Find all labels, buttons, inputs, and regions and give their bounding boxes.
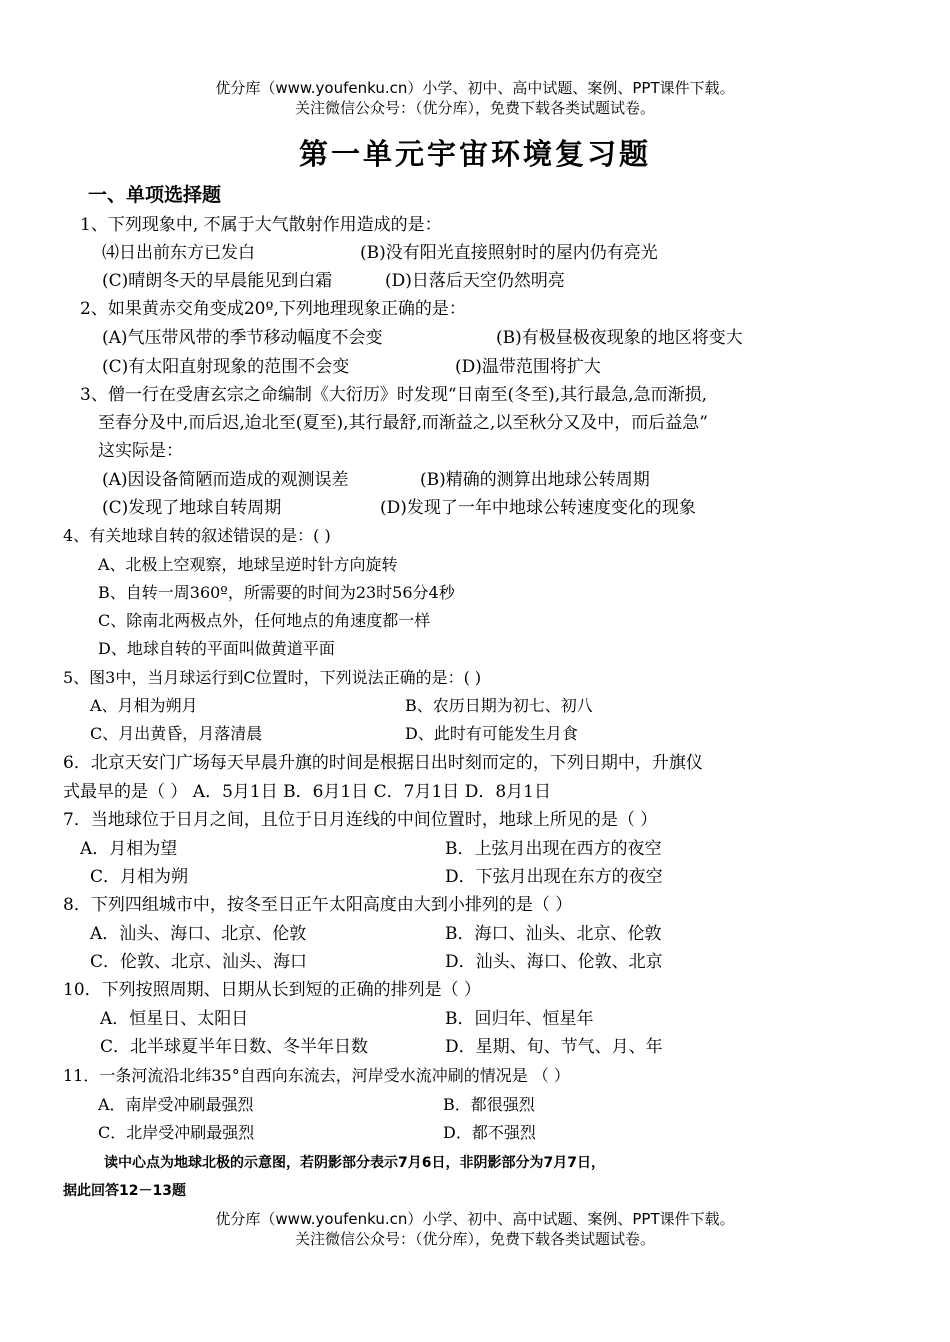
q10-option-b: B．回归年、恒星年 (445, 1009, 594, 1029)
note-line-2: 据此回答12－13题 (63, 1183, 186, 1199)
q8-stem: 8．下列四组城市中，按冬至日正午太阳高度由大到小排列的是（ ） (63, 895, 573, 915)
q7-option-a: A．月相为望 (80, 839, 178, 859)
q5-option-c: C、月出黄昏，月落清晨 (90, 724, 263, 743)
q7-stem: 7．当地球位于日月之间，且位于日月连线的中间位置时，地球上所见的是（ ） (63, 810, 658, 830)
q6-stem-line-2: 式最早的是（ ） A．5月1日 B．6月1日 C．7月1日 D．8月1日 (63, 782, 551, 802)
q3-stem-line-1: 3、僧一行在受唐玄宗之命编制《大衍历》时发现“日南至(冬至),其行最急,急而渐损, (80, 385, 707, 405)
q8-option-b: B．海口、汕头、北京、伦敦 (445, 924, 662, 944)
q5-option-a: A、月相为朔月 (90, 696, 198, 715)
q7-option-c: C．月相为朔 (90, 867, 189, 887)
q2-option-a: (A)气压带风带的季节移动幅度不会变 (102, 328, 383, 348)
page-title: 第一单元宇宙环境复习题 (298, 137, 651, 171)
q11-stem: 11．一条河流沿北纬35°自西向东流去，河岸受水流冲刷的情况是 （ ） (63, 1066, 570, 1085)
q8-option-d: D．汕头、海口、伦敦、北京 (445, 952, 663, 972)
q3-option-b: (B)精确的测算出地球公转周期 (420, 470, 650, 490)
q10-option-a: A．恒星日、太阳日 (100, 1009, 249, 1029)
q4-stem: 4、有关地球自转的叙述错误的是：( ) (63, 526, 331, 545)
header-line-2: 关注微信公众号：（优分库），免费下载各类试题试卷。 (294, 99, 655, 117)
q1-option-a: ⑷日出前东方已发白 (102, 243, 255, 263)
footer-line-2: 关注微信公众号：（优分库），免费下载各类试题试卷。 (294, 1230, 655, 1248)
q2-option-d: (D)温带范围将扩大 (455, 357, 601, 377)
q2-stem: 2、如果黄赤交角变成20º,下列地理现象正确的是： (80, 299, 466, 319)
q7-option-b: B．上弦月出现在西方的夜空 (445, 839, 662, 859)
q4-option-d: D、地球自转的平面叫做黄道平面 (98, 639, 335, 658)
q3-option-d: (D)发现了一年中地球公转速度变化的现象 (380, 498, 696, 518)
q4-option-a: A、北极上空观察，地球呈逆时针方向旋转 (98, 555, 398, 574)
q1-stem: 1、下列现象中, 不属于大气散射作用造成的是： (80, 215, 442, 235)
q1-option-b: (B)没有阳光直接照射时的屋内仍有亮光 (360, 243, 658, 263)
q11-option-c: C．北岸受冲刷最强烈 (98, 1123, 255, 1142)
section-heading: 一、单项选择题 (88, 184, 222, 206)
header-line-1: 优分库（www.youfenku.cn）小学、初中、高中试题、案例、PPT课件下载。 (215, 79, 735, 97)
q4-option-b: B、自转一周360º，所需要的时间为23时56分4秒 (98, 583, 455, 602)
q4-option-c: C、除南北两极点外，任何地点的角速度都一样 (98, 611, 431, 630)
q1-option-d: (D)日落后天空仍然明亮 (385, 271, 565, 291)
q8-option-a: A．汕头、海口、北京、伦敦 (90, 924, 307, 944)
q2-option-c: (C)有太阳直射现象的范围不会变 (102, 357, 350, 377)
q10-option-c: C．北半球夏半年日数、冬半年日数 (100, 1037, 369, 1057)
footer-line-1: 优分库（www.youfenku.cn）小学、初中、高中试题、案例、PPT课件下载。 (215, 1210, 735, 1228)
q11-option-b: B．都很强烈 (443, 1095, 535, 1114)
q1-option-c: (C)晴朗冬天的早晨能见到白霜 (102, 271, 333, 291)
note-line-1: 读中心点为地球北极的示意图，若阴影部分表示7月6日，非阴影部分为7月7日， (104, 1155, 605, 1171)
q11-option-a: A．南岸受冲刷最强烈 (98, 1095, 254, 1114)
q7-option-d: D．下弦月出现在东方的夜空 (445, 867, 663, 887)
q3-option-c: (C)发现了地球自转周期 (102, 498, 282, 518)
q5-option-b: B、农历日期为初七、初八 (405, 696, 593, 715)
q3-option-a: (A)因设备简陋而造成的观测误差 (102, 470, 349, 490)
q5-option-d: D、此时有可能发生月食 (405, 724, 578, 743)
q5-stem: 5、图3中，当月球运行到C位置时，下列说法正确的是：( ) (63, 668, 482, 687)
q11-option-d: D．都不强烈 (443, 1123, 536, 1142)
q3-stem-line-3: 这实际是： (98, 441, 183, 461)
q10-option-d: D．星期、旬、节气、月、年 (445, 1037, 663, 1057)
q2-option-b: (B)有极昼极夜现象的地区将变大 (496, 328, 743, 348)
q3-stem-line-2: 至春分及中,而后迟,迨北至(夏至),其行最舒,而渐益之,以至秋分又及中，而后益急” (98, 413, 708, 433)
q6-stem-line-1: 6．北京天安门广场每天早晨升旗的时间是根据日出时刻而定的，下列日期中，升旗仪 (63, 753, 703, 773)
q10-stem: 10．下列按照周期、日期从长到短的正确的排列是（ ） (63, 980, 482, 1000)
q8-option-c: C．伦敦、北京、汕头、海口 (90, 952, 308, 972)
